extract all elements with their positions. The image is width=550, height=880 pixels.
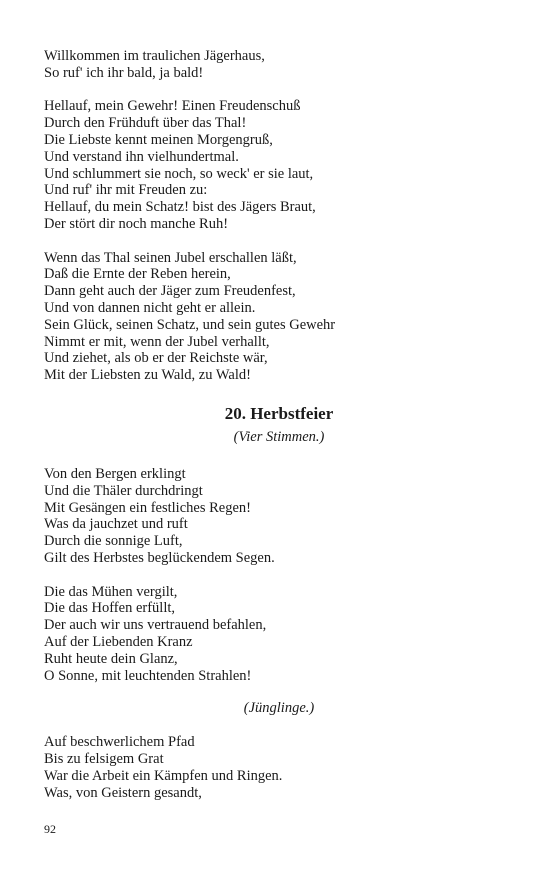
poem-line: Nimmt er mit, wenn der Jubel verhallt,: [44, 333, 270, 350]
section-title: 20. Herbstfeier: [224, 403, 334, 423]
poem-line: Wenn das Thal seinen Jubel erschallen läßt,: [44, 249, 297, 266]
poem-line: Der stört dir noch manche Ruh!: [44, 215, 229, 232]
poem-line: Und schlummert sie noch, so weck' er sie laut,: [44, 165, 314, 182]
poem-line: Und von dannen nicht geht er allein.: [44, 299, 256, 316]
poem-line: So ruf' ich ihr bald, ja bald!: [44, 64, 204, 81]
poem-line: Sein Glück, seinen Schatz, und sein gutes Gewehr: [44, 316, 336, 333]
poem-line: Die das Mühen vergilt,: [44, 583, 178, 600]
page-number: 92: [44, 822, 56, 836]
poem-line: Ruht heute dein Glanz,: [44, 650, 178, 667]
stanza-continued-c: [44, 250, 514, 384]
stanza-1: [44, 466, 514, 567]
poem-line: O Sonne, mit leuchtenden Strahlen!: [44, 667, 252, 684]
poem-line: War die Arbeit ein Kämpfen und Ringen.: [44, 767, 283, 784]
poem-line: Gilt des Herbstes beglückendem Segen.: [44, 549, 275, 566]
poem-line: Daß die Ernte der Reben herein,: [44, 266, 231, 283]
poem-line: Durch den Frühduft über das Thal!: [44, 115, 247, 132]
poem-line: Die Liebste kennt meinen Morgengruß,: [44, 131, 273, 148]
poem-line: Und die Thäler durchdringt: [44, 482, 203, 499]
poem-line: Auf der Liebenden Kranz: [44, 633, 193, 650]
poem-line: Bis zu felsigem Grat: [44, 751, 164, 768]
poem-line: Und ruf' ihr mit Freuden zu:: [44, 182, 208, 199]
poem-line: Willkommen im traulichen Jägerhaus,: [44, 48, 265, 64]
poem-line: Von den Bergen erklingt: [44, 465, 186, 482]
poem-line: Was, von Geistern gesandt,: [44, 784, 202, 801]
stanza-2: [44, 584, 514, 685]
voice-label: (Jünglinge.): [243, 700, 315, 717]
poem-line: Was da jauchzet und ruft: [44, 516, 188, 533]
poem-line: Der auch wir uns vertrauend befahlen,: [44, 617, 267, 634]
poem-line: Mit Gesängen ein festliches Regen!: [44, 499, 251, 516]
poem-line: Auf beschwerlichem Pfad: [44, 734, 195, 751]
poem-line: Und ziehet, als ob er der Reichste wär,: [44, 350, 268, 367]
poem-line: Mit der Liebsten zu Wald, zu Wald!: [44, 367, 251, 384]
stanza-continued-a: [44, 48, 514, 82]
poem-line: Durch die sonnige Luft,: [44, 533, 183, 550]
page-body: [44, 48, 514, 801]
section-subtitle: (Vier Stimmen.): [233, 428, 325, 445]
stanza-3: [44, 734, 514, 801]
stanza-continued-b: [44, 98, 514, 232]
poem-line: Hellauf, du mein Schatz! bist des Jägers Braut,: [44, 199, 316, 216]
poem-line: Die das Hoffen erfüllt,: [44, 600, 175, 617]
poem-line: Hellauf, mein Gewehr! Einen Freudenschuß: [44, 98, 301, 115]
poem-line: Dann geht auch der Jäger zum Freudenfest,: [44, 283, 296, 300]
poem-line: Und verstand ihn vielhundertmal.: [44, 148, 239, 165]
